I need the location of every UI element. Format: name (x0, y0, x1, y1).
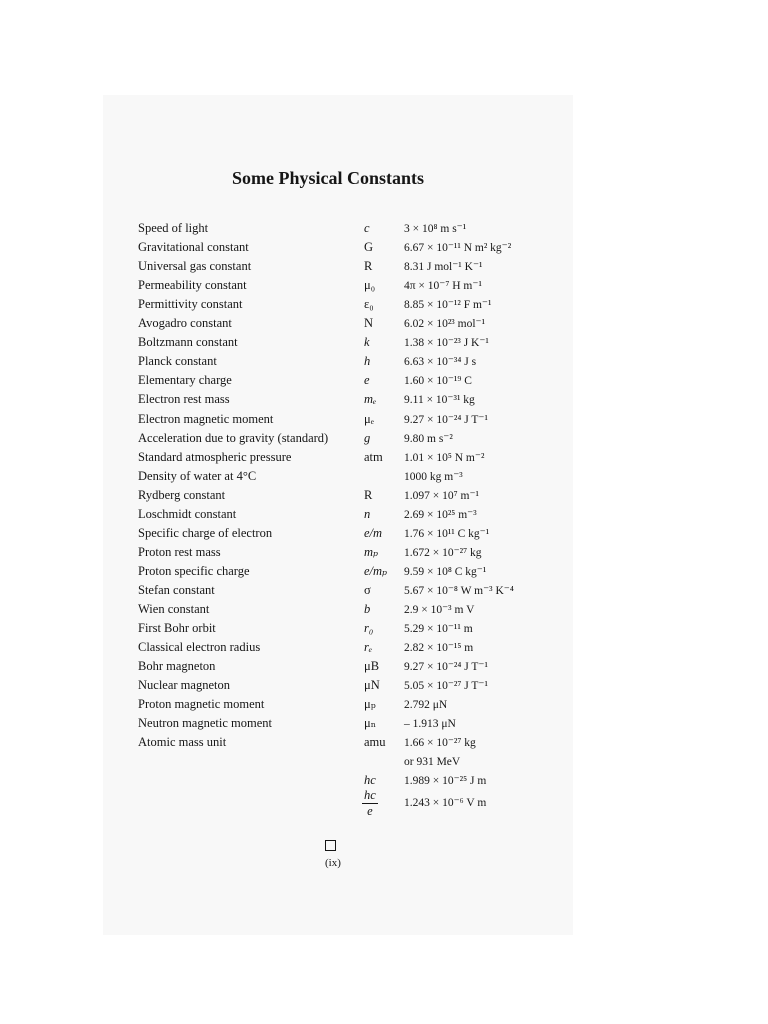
constant-symbol: hc (364, 773, 376, 787)
constant-symbol: R (364, 488, 373, 502)
constant-value: 1.01 × 10⁵ N m⁻² (404, 452, 485, 464)
constant-value: 9.80 m s⁻² (404, 433, 453, 445)
constant-name: Loschmidt constant (138, 507, 237, 521)
constant-symbol: c (364, 221, 370, 235)
constant-value: 2.82 × 10⁻¹⁵ m (404, 642, 474, 654)
constant-value: 1.097 × 10⁷ m⁻¹ (404, 490, 479, 502)
constant-name: Elementary charge (138, 373, 232, 387)
constant-value: 6.63 × 10⁻³⁴ J s (404, 356, 477, 368)
constant-symbol: μN (364, 678, 380, 692)
constant-name: Rydberg constant (138, 488, 226, 502)
constant-value: 6.02 × 10²³ mol⁻¹ (404, 318, 486, 330)
constant-symbol: μₑ (364, 412, 374, 426)
hc-over-e-symbol (362, 788, 378, 819)
constant-symbol: r₀ (364, 621, 374, 635)
constant-value: 9.59 × 10⁸ C kg⁻¹ (404, 566, 487, 578)
fraction-numerator: hc (364, 788, 376, 802)
constant-value: 8.31 J mol⁻¹ K⁻¹ (404, 261, 483, 273)
constant-value: 2.69 × 10²⁵ m⁻³ (404, 509, 477, 521)
constant-symbol: b (364, 602, 371, 616)
constant-symbol: g (364, 431, 371, 445)
page-number: (ix) (325, 857, 341, 869)
constant-value: 2.792 μN (404, 699, 448, 711)
constant-name: Proton magnetic moment (138, 697, 265, 711)
constant-symbol: h (364, 354, 371, 368)
constant-name: Proton rest mass (138, 545, 221, 559)
constant-value: 3 × 10⁸ m s⁻¹ (404, 223, 467, 235)
constant-symbol: mₑ (364, 392, 377, 406)
constant-name: Proton specific charge (138, 564, 250, 578)
constant-name: Acceleration due to gravity (standard) (138, 431, 329, 445)
constant-name: Boltzmann constant (138, 335, 238, 349)
constant-symbol: rₑ (364, 640, 373, 654)
constant-name: Planck constant (138, 354, 217, 368)
constant-value: 5.05 × 10⁻²⁷ J T⁻¹ (404, 680, 488, 692)
constant-name: Neutron magnetic moment (138, 716, 272, 730)
constant-name: Bohr magneton (138, 659, 216, 673)
constant-name: Electron rest mass (138, 392, 230, 406)
constant-name: First Bohr orbit (138, 621, 216, 635)
constant-value: 1.66 × 10⁻²⁷ kg (404, 737, 476, 749)
constant-value: 9.27 × 10⁻²⁴ J T⁻¹ (404, 661, 488, 673)
constant-value: 1.60 × 10⁻¹⁹ C (404, 375, 472, 387)
constant-value: – 1.913 μN (404, 718, 456, 730)
constant-symbol: μₙ (364, 716, 377, 730)
constant-name: Stefan constant (138, 583, 215, 597)
constant-symbol: N (364, 316, 374, 330)
constant-symbol: mₚ (364, 545, 379, 559)
constant-name: Atomic mass unit (138, 735, 227, 749)
constant-name: Permittivity constant (138, 297, 243, 311)
constant-value: 5.29 × 10⁻¹¹ m (404, 623, 473, 635)
constant-name: Avogadro constant (138, 316, 232, 330)
constant-symbol: atm (364, 450, 383, 464)
constant-symbol: μB (364, 659, 380, 673)
constant-name: Electron magnetic moment (138, 412, 274, 426)
constant-value: 1.672 × 10⁻²⁷ kg (404, 547, 482, 559)
constant-value: 1000 kg m⁻³ (404, 471, 463, 483)
constant-value: or 931 MeV (404, 756, 461, 768)
constant-name: Speed of light (138, 221, 209, 235)
constant-value: 8.85 × 10⁻¹² F m⁻¹ (404, 299, 492, 311)
constant-value: 6.67 × 10⁻¹¹ N m² kg⁻² (404, 242, 512, 254)
constant-name: Specific charge of electron (138, 526, 273, 540)
constant-name: Density of water at 4°C (138, 469, 257, 483)
end-of-section-square-icon (325, 840, 336, 851)
constant-name: Gravitational constant (138, 240, 249, 254)
constant-value: 5.67 × 10⁻⁸ W m⁻³ K⁻⁴ (404, 585, 514, 597)
constant-symbol: amu (364, 735, 386, 749)
page-title: Some Physical Constants (232, 168, 425, 188)
constant-value: 1.76 × 10¹¹ C kg⁻¹ (404, 528, 490, 540)
constant-symbol: e/m (364, 526, 383, 540)
constant-symbol: σ (364, 583, 371, 597)
constant-symbol: n (364, 507, 371, 521)
fraction-denominator: e (367, 804, 373, 818)
constant-symbol: ε₀ (364, 297, 374, 311)
constant-value: 9.11 × 10⁻³¹ kg (404, 394, 475, 406)
constant-symbol: μ₀ (364, 278, 376, 292)
constant-name: Standard atmospheric pressure (138, 450, 292, 464)
constant-name: Wien constant (138, 602, 210, 616)
constant-value: 1.38 × 10⁻²³ J K⁻¹ (404, 337, 489, 349)
constant-name: Universal gas constant (138, 259, 252, 273)
constant-symbol: μₚ (364, 697, 376, 711)
constant-symbol: k (364, 335, 370, 349)
constant-symbol: R (364, 259, 373, 273)
constant-symbol: e (364, 373, 370, 387)
constant-name: Nuclear magneton (138, 678, 230, 692)
constant-name: Classical electron radius (138, 640, 261, 654)
constant-name: Permeability constant (138, 278, 247, 292)
constant-value: 4π × 10⁻⁷ H m⁻¹ (404, 280, 482, 292)
constant-value: 1.989 × 10⁻²⁵ J m (404, 775, 487, 787)
constant-symbol: G (364, 240, 374, 254)
constant-symbol: e/mₚ (364, 564, 388, 578)
constant-value: 2.9 × 10⁻³ m V (404, 604, 475, 616)
hc-over-e-value: 1.243 × 10⁻⁶ V m (404, 797, 487, 809)
constant-value: 9.27 × 10⁻²⁴ J T⁻¹ (404, 414, 488, 426)
